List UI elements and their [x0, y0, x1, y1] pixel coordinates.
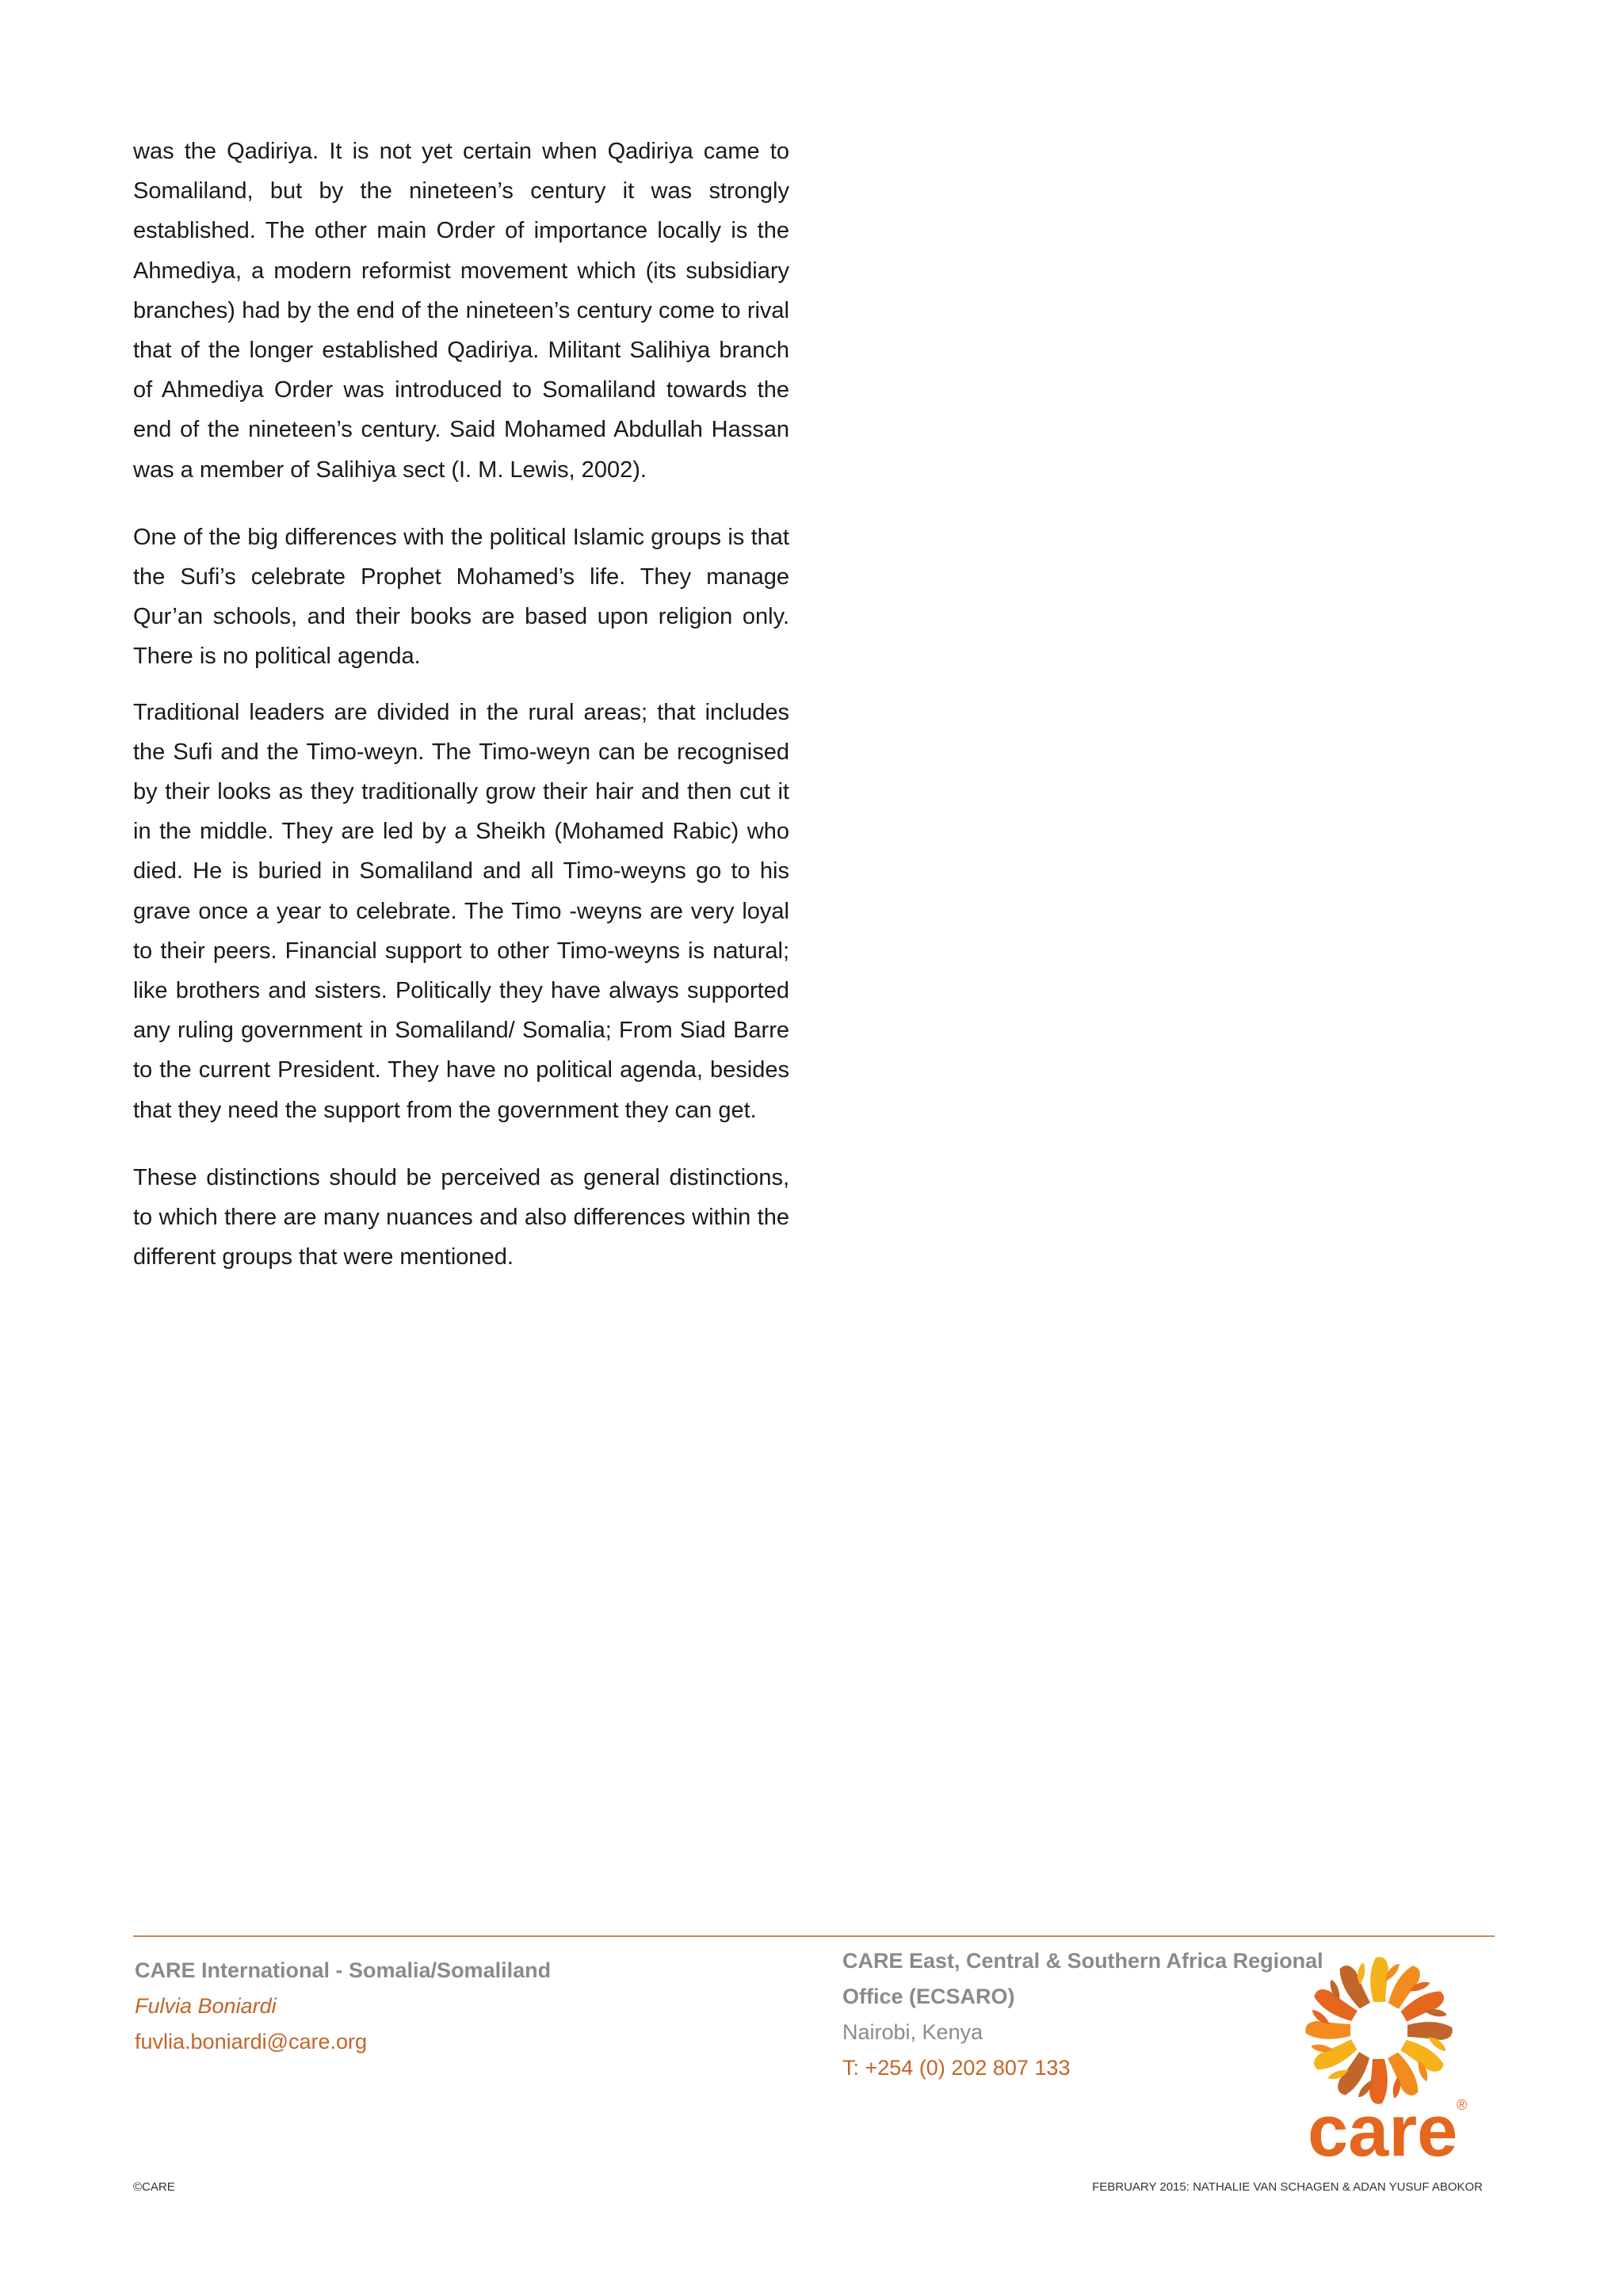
- footer-location: Nairobi, Kenya: [842, 2020, 983, 2044]
- care-wordmark: care: [1308, 2091, 1458, 2165]
- footer-divider: [133, 1935, 1495, 1937]
- footer-org-ecsaro-line2: Office (ECSARO): [842, 1985, 1015, 2008]
- footer-phone: T: +254 (0) 202 807 133: [842, 2056, 1071, 2080]
- paragraph-traditional-leaders: Traditional leaders are divided in the rural areas; that includes the Sufi and the Timo-weyn. The Timo-weyn can be recognised by their looks as they traditionally grow their hair and then cut it in the middle. They are led by a Sheikh (Mohamed Rabic) who died. He is buried in Somaliland and all Timo-weyns go to his grave once a year to celebrate. The Timo -weyns are very loyal to their peers. Financial support to other Timo-weyns is natural; like brothers and sisters. Politically they have always supported any ruling government in Somaliland/ Somalia; From Siad Barre to the current President. They have no political agenda, besides that they need the support from the government they can get.: [133, 699, 789, 1123]
- footer-org-somalia: CARE International - Somalia/Somaliland: [135, 1958, 552, 1982]
- footer-org-ecsaro-line1: CARE East, Central & Southern Africa Regional: [842, 1949, 1323, 1973]
- paragraph-distinctions: These distinctions should be perceived as general distinctions, to which there are many nuances and also differences within the different groups that were mentioned.: [133, 1164, 789, 1270]
- paragraph-qadiriya: was the Qadiriya. It is not yet certain when Qadiriya came to Somaliland, but by the nineteen’s century it was strongly established. The other main Order of importance locally is the Ahmediya, a modern reformist movement which (its subsidiary branches) had by the end of the nineteen’s century come to rival that of the longer established Qadiriya. Militant Salihiya branch of Ahmediya Order was introduced to Somaliland towards the end of the nineteen’s century. Said Mohamed Abdullah Hassan was a member of Salihiya sect (I. M. Lewis, 2002).: [133, 139, 789, 483]
- care-hands-ring: [1305, 1957, 1453, 2105]
- footer-contact-ecsaro: [842, 1943, 1323, 2086]
- footer-contact-name: Fulvia Boniardi: [135, 1994, 277, 2018]
- care-logo: [1300, 1951, 1482, 2165]
- footer-email-link[interactable]: fuvlia.boniardi@care.org: [135, 2030, 368, 2053]
- registered-mark: ®: [1457, 2097, 1468, 2113]
- authors-credit: FEBRUARY 2015: NATHALIE VAN SCHAGEN & ADAN YUSUF ABOKOR: [1092, 2180, 1483, 2194]
- footer-contact-somalia: [135, 1953, 551, 2060]
- paragraph-sufi-differences: One of the big differences with the political Islamic groups is that the Sufi’s celebrate Prophet Mohamed’s life. They manage Qur’an schools, and their books are based upon religion only. There is no political agenda.: [133, 524, 789, 670]
- body-text-column: [133, 132, 789, 1277]
- copyright-notice: ©CARE: [133, 2180, 175, 2194]
